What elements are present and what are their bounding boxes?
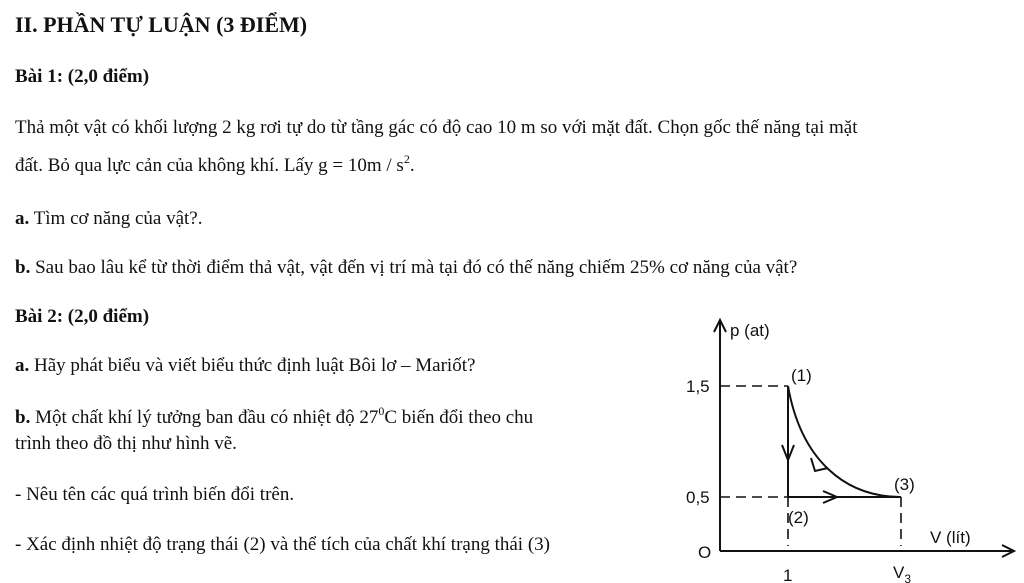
bai1-question-b — [15, 257, 797, 279]
gravity-formula — [318, 152, 415, 176]
v-tick-1: 1 — [783, 566, 793, 583]
bai1-text-prefix: đất. Bỏ qua lực cản của không khí. Lấy — [15, 155, 319, 176]
v-tick-v3 — [893, 563, 911, 583]
bai2-a-label: a. — [15, 355, 30, 376]
bai1-a-text: Tìm cơ năng của vật?. — [29, 208, 203, 229]
isothermal-process — [788, 386, 901, 497]
p-tick-low: 0,5 — [686, 488, 710, 507]
bai1-text-line1: Thả một vật có khối lượng 2 kg rơi tự do từ tầng gác có độ cao 10 m so với mặt đất. Chọn gốc thế năng tại mặt — [15, 117, 858, 138]
bai1-b-text: Sau bao lâu kể từ thời điểm thả vật, vật đến vị trí mà tại đó có thế năng chiếm 25% cơ năng của vật? — [30, 257, 798, 278]
gravity-formula-main: g = 10m / s — [318, 155, 404, 176]
p-tick-high: 1,5 — [686, 377, 710, 396]
state-3-label: (3) — [894, 475, 915, 494]
bai1-a-label: a. — [15, 208, 30, 229]
origin-label: O — [698, 543, 712, 562]
pv-diagram — [680, 310, 1024, 583]
bai2-b-text3: trình theo đồ thị như hình vẽ. — [15, 433, 237, 454]
gravity-formula-exponent: 2 — [403, 152, 410, 166]
bai2-b-degree: 0 — [378, 404, 385, 418]
v-axis-label: V (lít) — [930, 528, 971, 547]
bai1-b-label: b. — [15, 257, 31, 278]
bai2-question-b — [15, 404, 533, 429]
bai2-title: Bài 2: (2,0 điểm) — [15, 306, 150, 327]
state-2-label: (2) — [788, 508, 809, 527]
v-tick-v3-sub: 3 — [904, 572, 912, 583]
bai1-text-line2 — [15, 152, 415, 177]
bai2-item2: - Xác định nhiệt độ trạng thái (2) và thể tích của chất khí trạng thái (3) — [15, 534, 550, 555]
bai1-title: Bài 1: (2,0 điểm) — [15, 66, 150, 87]
state-1-label: (1) — [791, 366, 812, 385]
bai2-question-a — [15, 355, 475, 377]
p-axis-label: p (at) — [730, 321, 770, 340]
gravity-formula-end: . — [409, 155, 415, 176]
bai2-b-label: b. — [15, 407, 31, 428]
bai2-a-text: Hãy phát biểu và viết biểu thức định luật Bôi lơ – Mariốt? — [29, 355, 476, 376]
v-tick-v3-main: V — [893, 563, 905, 582]
section-title: II. PHẦN TỰ LUẬN (3 ĐIỂM) — [15, 12, 308, 37]
bai1-question-a — [15, 208, 203, 230]
bai2-item1: - Nêu tên các quá trình biến đổi trên. — [15, 484, 295, 505]
bai2-b-text2: C biến đổi theo chu — [384, 407, 534, 428]
bai2-b-text1: Một chất khí lý tưởng ban đầu có nhiệt độ 27 — [30, 407, 379, 428]
